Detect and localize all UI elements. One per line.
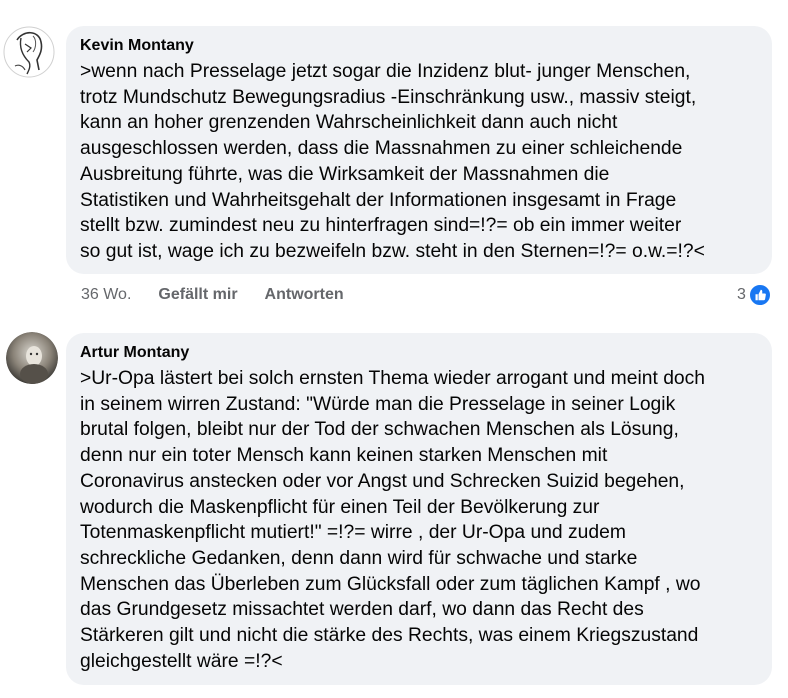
sketch-face-avatar <box>3 26 55 78</box>
comment-author[interactable]: Kevin Montany <box>80 37 194 54</box>
comment-bubble <box>66 26 772 274</box>
comment-timestamp[interactable]: 36 Wo. <box>81 286 132 303</box>
reaction-count: 3 <box>737 286 746 303</box>
comment-text: >wenn nach Presselage jetzt sogar die Inzidenz blut- junger Menschen, trotz Mundschutz Bewegungsradius -Einschränkung usw., massiv steigt, kann an hoher grenzenden Wahrscheinlichkeit dann auch nicht ausgeschlossen werden, dass die Massnahmen zu einer schleichende Ausbreitung führte, was die Wirksamkeit der Massnahmen die Statistiken und Wahrheitsgehalt der Informationen insgesamt in Frage stellt bzw. zumindest neu zu hinterfragen sind=!?= ob ein immer weiter so gut ist, wage ich zu bezweifeln bzw. steht in den Sternen=!?= o.w.=!?< <box>80 61 705 262</box>
photo-avatar <box>6 332 58 384</box>
reply-button[interactable]: Antworten <box>264 286 344 303</box>
comment-actions <box>81 283 371 307</box>
avatar[interactable] <box>6 332 58 384</box>
avatar[interactable] <box>3 26 55 78</box>
comment-text: >Ur-Opa lästert bei solch ernsten Thema wieder arrogant und meint doch in seinem wirren Zustand: "Würde man die Presselage in seiner Logik brutal folgen, bleibt nur der Tod der schwachen Menschen als Lösung, denn nur ein toter Mensch kann keinen starken Menschen mit Coronavirus anstecken oder vor Angst und Schrecken Suizid begehen, wodurch die Maskenpflicht für einen Teil der Bevölkerung zur Totenmaskenpflicht mutiert!" =!?= wirre , der Ur-Opa und zudem schreckliche Gedanken, denn dann wird für schwache und starke Menschen das Überleben zum Glücksfall oder zum täglichen Kampf , wo das Grundgesetz missachtet werden darf, wo dann das Recht des Stärkeren gilt und nicht die stärke des Rechts, was einem Kriegszustand gleichgestellt wäre =!?< <box>80 368 706 672</box>
like-button[interactable]: Gefällt mir <box>158 286 238 303</box>
thumbs-up-icon <box>749 284 771 306</box>
comment-author[interactable]: Artur Montany <box>80 344 190 361</box>
comment-bubble <box>66 333 772 685</box>
reaction-summary[interactable] <box>737 283 771 307</box>
